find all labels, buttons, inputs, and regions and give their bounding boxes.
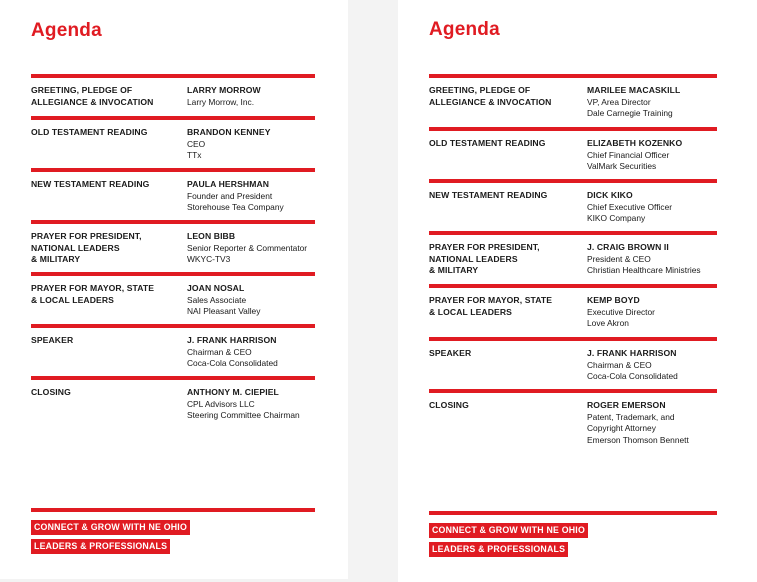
participant-name: ANTHONY M. CIEPIEL <box>187 387 279 397</box>
participant-detail: TTx <box>187 150 202 160</box>
agenda-item-participant <box>187 179 322 214</box>
footer-divider <box>31 508 315 512</box>
agenda-item-participant <box>187 85 322 108</box>
agenda-item-participant <box>587 400 722 446</box>
participant-detail: Larry Morrow, Inc. <box>187 96 255 107</box>
agenda-row-prayer-president <box>429 231 717 275</box>
agenda-item-participant <box>587 85 722 120</box>
participant-detail: ValMark Securities <box>587 161 657 171</box>
agenda-item-label: CLOSING <box>429 400 469 410</box>
agenda-item-participant <box>587 242 722 277</box>
agenda-item-participant <box>187 387 322 422</box>
participant-detail: Steering Committee Chairman <box>187 410 300 420</box>
footer-tagline-line-1: CONNECT & GROW WITH NE OHIO <box>31 520 190 535</box>
agenda-row-new-testament <box>31 168 315 212</box>
participant-name: J. FRANK HARRISON <box>187 335 277 345</box>
agenda-row-new-testament <box>429 179 717 223</box>
agenda-item-label: NEW TESTAMENT READING <box>31 179 150 189</box>
participant-detail: Founder and President <box>187 190 273 201</box>
agenda-item-participant <box>187 127 322 162</box>
participant-detail: Chairman & CEO <box>587 359 652 370</box>
participant-name: PAULA HERSHMAN <box>187 179 270 189</box>
participant-name: JOAN NOSAL <box>187 283 245 293</box>
agenda-item-label: NEW TESTAMENT READING <box>429 190 548 200</box>
agenda-item-label: OLD TESTAMENT READING <box>429 138 546 148</box>
agenda-item-participant <box>187 231 322 266</box>
participant-detail: Chief Financial Officer <box>587 149 670 160</box>
participant-name: DICK KIKO <box>587 190 633 200</box>
participant-detail: NAI Pleasant Valley <box>187 306 261 316</box>
agenda-row-speaker <box>429 337 717 381</box>
agenda-item-label: PRAYER FOR MAYOR, STATE & LOCAL LEADERS <box>31 283 155 305</box>
agenda-item-participant <box>587 348 722 383</box>
agenda-page-right <box>398 0 757 582</box>
participant-detail: Executive Director <box>587 306 655 317</box>
participant-detail: Christian Healthcare Ministries <box>587 265 701 275</box>
agenda-item-label: PRAYER FOR PRESIDENT, NATIONAL LEADERS & MILITARY <box>429 242 540 275</box>
agenda-row-prayer-mayor <box>31 272 315 316</box>
participant-detail: CPL Advisors LLC <box>187 398 255 409</box>
participant-detail: Chairman & CEO <box>187 346 252 357</box>
agenda-item-label: OLD TESTAMENT READING <box>31 127 148 137</box>
agenda-item-participant <box>587 190 722 225</box>
participant-name: J. FRANK HARRISON <box>587 348 677 358</box>
participant-name: KEMP BOYD <box>587 295 640 305</box>
agenda-item-label: CLOSING <box>31 387 71 397</box>
agenda-item-label: SPEAKER <box>31 335 74 345</box>
agenda-row-greeting <box>31 74 315 107</box>
footer-divider <box>429 511 717 515</box>
agenda-item-participant <box>187 283 322 318</box>
participant-name: ELIZABETH KOZENKO <box>587 138 683 148</box>
participant-detail: President & CEO <box>587 253 651 264</box>
agenda-row-greeting <box>429 74 717 118</box>
participant-name: BRANDON KENNEY <box>187 127 271 137</box>
participant-detail: Chief Executive Officer <box>587 201 673 212</box>
agenda-row-closing <box>31 376 315 420</box>
participant-detail: KIKO Company <box>587 213 646 223</box>
participant-name: LARRY MORROW <box>187 85 261 95</box>
agenda-item-label: PRAYER FOR MAYOR, STATE & LOCAL LEADERS <box>429 295 553 317</box>
participant-detail: CEO <box>187 138 206 149</box>
agenda-row-old-testament <box>31 116 315 160</box>
participant-detail: Storehouse Tea Company <box>187 202 284 212</box>
footer-tagline-line-2: LEADERS & PROFESSIONALS <box>429 542 568 557</box>
page-title: Agenda <box>31 20 102 41</box>
participant-detail: Copyright Attorney <box>587 423 656 433</box>
participant-name: MARILEE MACASKILL <box>587 85 681 95</box>
agenda-row-speaker <box>31 324 315 368</box>
agenda-item-participant <box>187 335 322 370</box>
agenda-item-label: GREETING, PLEDGE OF ALLEGIANCE & INVOCATION <box>429 85 552 107</box>
agenda-row-closing <box>429 389 717 445</box>
participant-detail: Coca-Cola Consolidated <box>187 358 278 368</box>
agenda-item-label: PRAYER FOR PRESIDENT, NATIONAL LEADERS & MILITARY <box>31 231 142 264</box>
participant-detail: Senior Reporter & Commentator <box>187 242 308 253</box>
agenda-row-prayer-mayor <box>429 284 717 328</box>
participant-detail: Patent, Trademark, and <box>587 411 675 422</box>
footer-tagline-line-2: LEADERS & PROFESSIONALS <box>31 539 170 554</box>
participant-name: LEON BIBB <box>187 231 236 241</box>
participant-name: J. CRAIG BROWN II <box>587 242 669 252</box>
participant-detail: Sales Associate <box>187 294 247 305</box>
participant-detail: Emerson Thomson Bennett <box>587 434 689 445</box>
agenda-item-participant <box>587 295 722 330</box>
footer-tagline-line-1: CONNECT & GROW WITH NE OHIO <box>429 523 588 538</box>
participant-detail: Coca-Cola Consolidated <box>587 371 678 381</box>
agenda-row-prayer-president <box>31 220 315 264</box>
agenda-item-label: SPEAKER <box>429 348 472 358</box>
agenda-row-old-testament <box>429 127 717 171</box>
participant-detail: VP, Area Director <box>587 96 651 107</box>
page-title: Agenda <box>429 19 500 40</box>
participant-detail: WKYC-TV3 <box>187 254 231 264</box>
participant-name: ROGER EMERSON <box>587 400 666 410</box>
agenda-page-left <box>0 0 348 579</box>
participant-detail: Love Akron <box>587 318 629 328</box>
agenda-item-participant <box>587 138 722 173</box>
agenda-item-label: GREETING, PLEDGE OF ALLEGIANCE & INVOCATION <box>31 85 154 107</box>
participant-detail: Dale Carnegie Training <box>587 108 673 118</box>
